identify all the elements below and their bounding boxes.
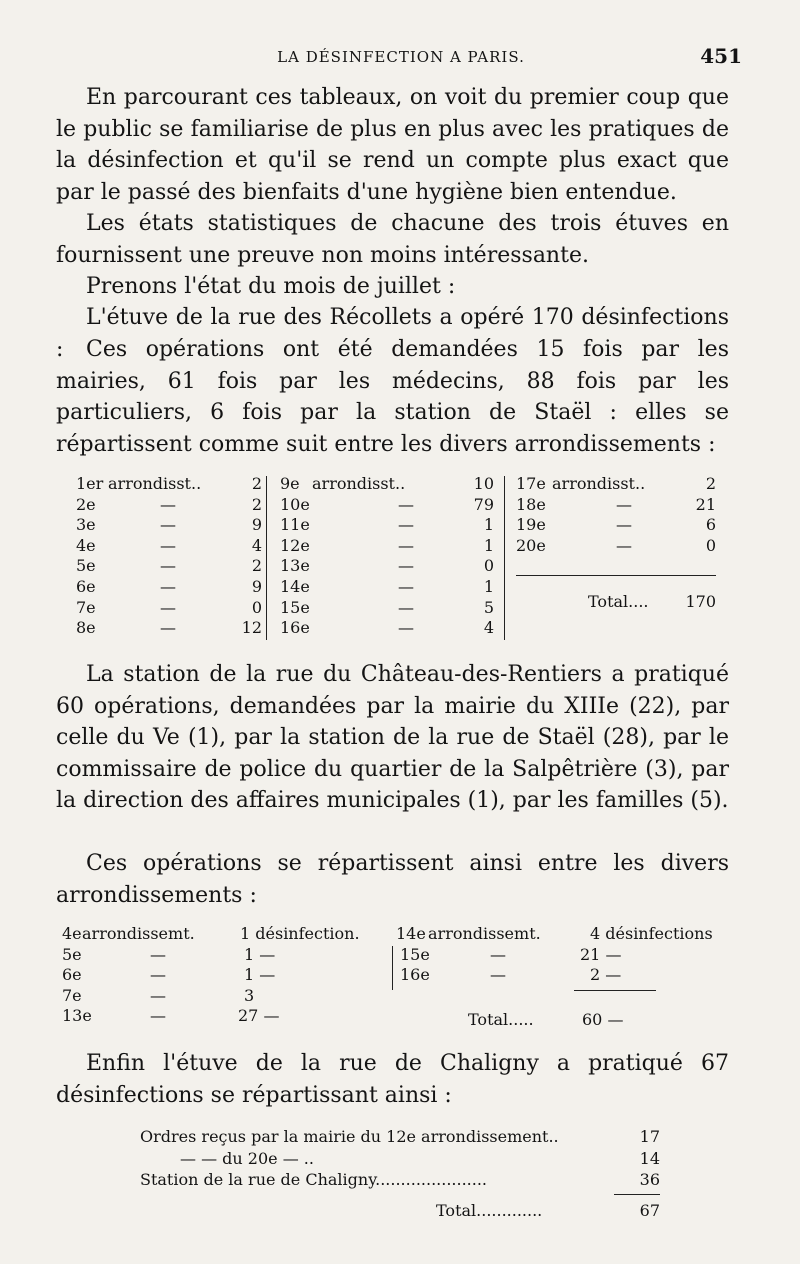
paragraph-7: Ces opérations se répartissent ainsi entre les divers arrondissements :: [56, 851, 729, 908]
table-row: 16e — 2 —: [400, 965, 622, 985]
table-row: 5e — 2: [76, 556, 262, 576]
paragraph-4: L'étuve de la rue des Récollets a opéré 170 désinfections :: [56, 305, 729, 362]
column-divider: [392, 946, 393, 990]
column-divider: [504, 476, 505, 640]
table-row: 19e — 6: [516, 515, 716, 535]
table-chaligny: [140, 1127, 660, 1220]
table-row: 4e — 4: [76, 535, 262, 555]
table-row: 11e — 1: [280, 515, 494, 535]
table-row: 4e arrondissemt. 1 désinfection.: [62, 924, 360, 943]
table-row: Ordres reçus par la mairie du 12e arrondissement.. 17: [140, 1127, 660, 1146]
running-head: LA DÉSINFECTION A PARIS.: [277, 48, 525, 66]
paragraph-6: La station de la rue du Château-des-Rentiers a pratiqué 60 opérations, demandées par la mairie du XIIIe (22), par celle du Ve (1), par la station de la rue de Staël (28), par le commissaire de police du quartier de la Salpêtrière (3), par la direction des affaires municipales (1), par les familles (5).: [56, 662, 729, 813]
table-row: 3e — 9: [76, 515, 262, 535]
total-rule: [516, 575, 716, 576]
table-recollets: [76, 474, 726, 644]
table1-column-3: [516, 474, 716, 611]
total-rule: [574, 990, 656, 991]
paragraph-1: En parcourant ces tableaux, on voit du premier coup que le public se familiarise de plus en plus avec les pratiques de la désinfection et qu'il se rend un compte plus exact que par le passé des bienfaits d'une hygiène bien entendue.: [56, 85, 729, 205]
table2-right-column: [396, 924, 730, 1029]
table-row: 13e — 0: [280, 556, 494, 576]
table-row: 14e arrondissemt. 4 désinfections: [396, 924, 713, 943]
table-row: 9e arrondisst.. 10: [280, 474, 494, 493]
page-header: [60, 44, 742, 74]
table-row: 16e — 4: [280, 618, 494, 638]
column-divider: [266, 476, 267, 640]
paragraph-5: Ces opérations ont été demandées 15 fois par les mairies, 61 fois par les médecins, 88 fois par les particuliers, 6 fois par la station de Staël : elles se répartissent comme suit entre les divers arrondissements :: [56, 337, 729, 457]
table-row: 6e — 1 —: [62, 965, 276, 985]
paragraph-3: Prenons l'état du mois de juillet :: [86, 274, 456, 299]
total-row: Total..... 60 —: [468, 1010, 624, 1029]
table-row: 7e — 0: [76, 597, 262, 617]
table-row: — — du 20e — .. 14: [180, 1148, 660, 1168]
table1-column-2: [280, 474, 494, 639]
table-row: 20e — 0: [516, 535, 716, 555]
paragraph-2: Les états statistiques de chacune des trois étuves en fournissent une preuve non moins intéressante.: [56, 211, 729, 268]
table-row: 13e — 27 —: [62, 1006, 280, 1026]
table-row: 2e — 2: [76, 494, 262, 514]
total-row: Total............. 67: [436, 1201, 660, 1220]
table-row: 5e — 1 —: [62, 944, 276, 964]
table-chateau-des-rentiers: [62, 924, 730, 1036]
table-row: 1er arrondisst.. 2: [76, 474, 262, 493]
table-row: 17e arrondisst.. 2: [516, 474, 716, 493]
table-row: 6e — 9: [76, 576, 262, 596]
table-row: 15e — 21 —: [400, 944, 622, 964]
table-row: 18e — 21: [516, 494, 716, 514]
table-row: 10e — 79: [280, 494, 494, 514]
table-row: 15e — 5: [280, 597, 494, 617]
page-number: 451: [700, 44, 742, 68]
table2-left-column: [62, 924, 382, 1027]
total-rule: [614, 1194, 660, 1195]
table1-column-1: [76, 474, 262, 639]
table-row: 7e — 3: [62, 985, 255, 1005]
table-row: Station de la rue de Chaligny...................... 36: [140, 1170, 660, 1189]
paragraph-8: Enfin l'étuve de la rue de Chaligny a pratiqué 67 désinfections se répartissant ainsi :: [56, 1051, 729, 1108]
table-row: 14e — 1: [280, 576, 494, 596]
total-row: Total.... 170: [588, 592, 716, 611]
table-row: 8e — 12: [76, 618, 262, 638]
table-row: 12e — 1: [280, 535, 494, 555]
